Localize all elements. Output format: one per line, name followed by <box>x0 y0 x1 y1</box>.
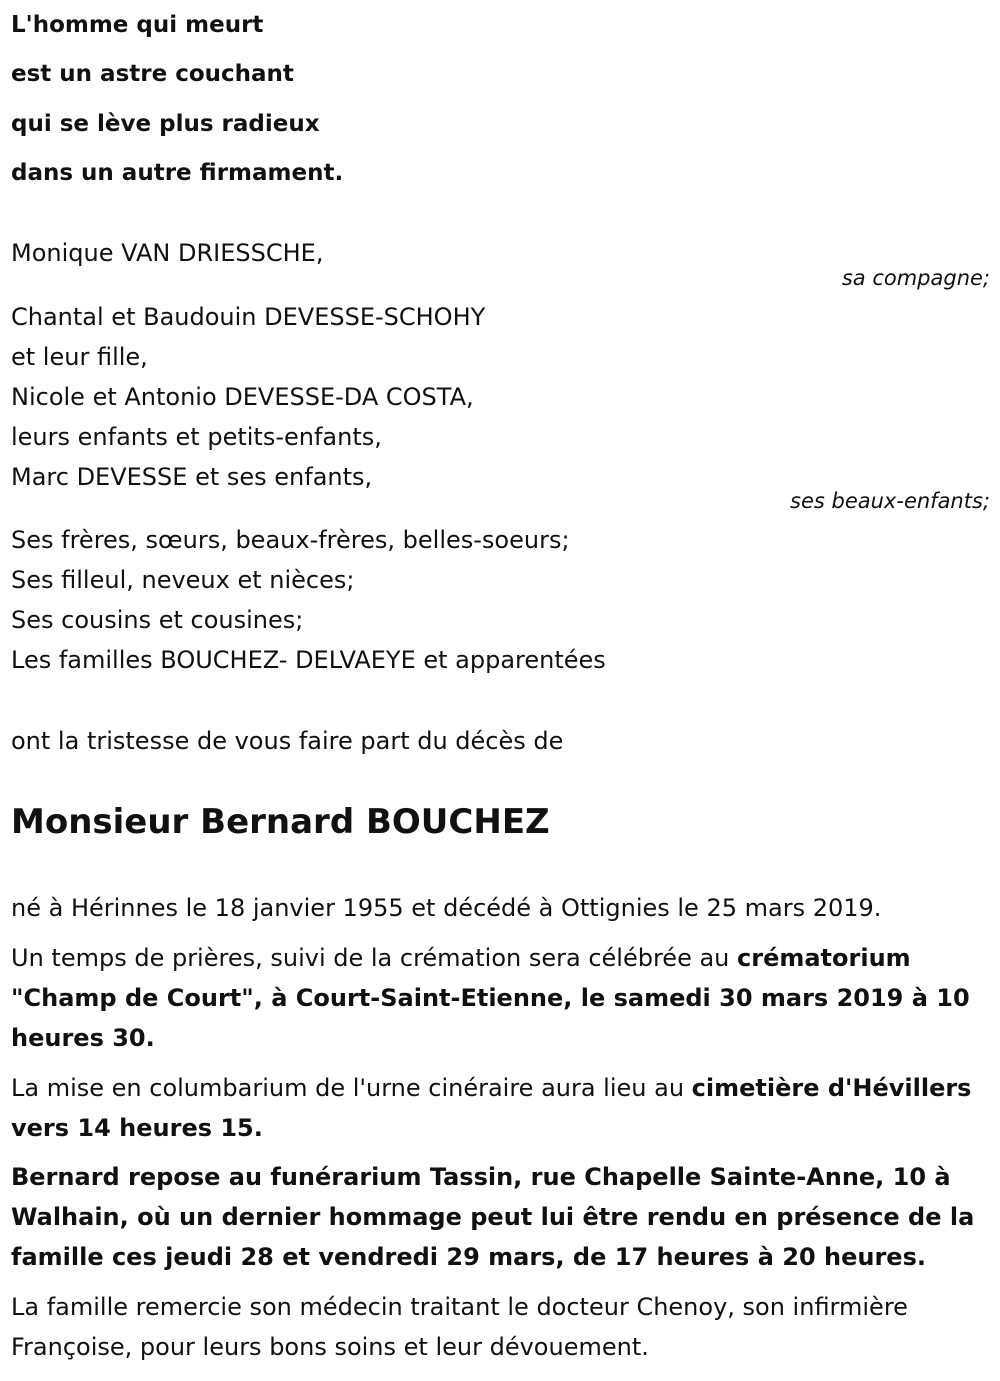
visitation-paragraph: Bernard repose au funérarium Tassin, rue Chapelle Sainte-Anne, 10 à Walhain, où un dernier hommage peut lui être rendu en présence de la famille ces jeudi 28 et vendredi 29 mars, de 17 heures à 20 heures. <box>11 1163 975 1271</box>
columbarium-paragraph <box>11 1068 986 1148</box>
birth-death-text: né à Hérinnes le 18 janvier 1955 et décédé à Ottignies le 25 mars 2019. <box>11 894 882 922</box>
columbarium-place: cimetière d'Hévillers vers 14 heures 15. <box>11 1074 972 1142</box>
ceremony-paragraph <box>11 938 986 1058</box>
companion-name: Monique VAN DRIESSCHE, <box>11 239 324 267</box>
stepchildren-role: ses beaux-enfants; <box>790 489 990 513</box>
announcement-text: ont la tristesse de vous faire part du décès de <box>11 727 564 755</box>
poem-line: dans un autre firmament. <box>11 160 344 186</box>
ceremony-place: crématorium "Champ de Court", à Court-Saint-Etienne, le samedi 30 mars 2019 à 10 heures 30. <box>11 944 970 1052</box>
thanks-paragraph: La famille remercie son médecin traitant le docteur Chenoy, son infirmière Françoise, pour leurs bons soins et leur dévouement. <box>11 1293 908 1361</box>
poem-line: qui se lève plus radieux <box>11 111 320 137</box>
companion-role: sa compagne; <box>841 266 990 290</box>
stepchildren-line: Nicole et Antonio DEVESSE-DA COSTA, <box>11 383 474 411</box>
stepchildren-line: Marc DEVESSE et ses enfants, <box>11 463 373 491</box>
stepchildren-line: et leur fille, <box>11 343 148 371</box>
columbarium-intro: La mise en columbarium de l'urne cinéraire aura lieu au <box>11 1074 692 1102</box>
poem-line: L'homme qui meurt <box>11 12 264 38</box>
ceremony-intro: Un temps de prières, suivi de la crémation sera célébrée au <box>11 944 738 972</box>
relatives-line: Ses filleul, neveux et nièces; <box>11 566 355 594</box>
relatives-line: Ses cousins et cousines; <box>11 606 304 634</box>
stepchildren-line: Chantal et Baudouin DEVESSE-SCHOHY <box>11 303 486 331</box>
poem-line: est un astre couchant <box>11 61 294 87</box>
stepchildren-line: leurs enfants et petits-enfants, <box>11 423 382 451</box>
relatives-line: Ses frères, sœurs, beaux-frères, belles-soeurs; <box>11 526 570 554</box>
relatives-line: Les familles BOUCHEZ- DELVAEYE et apparentées <box>11 646 606 674</box>
deceased-name: Monsieur Bernard BOUCHEZ <box>11 802 550 842</box>
